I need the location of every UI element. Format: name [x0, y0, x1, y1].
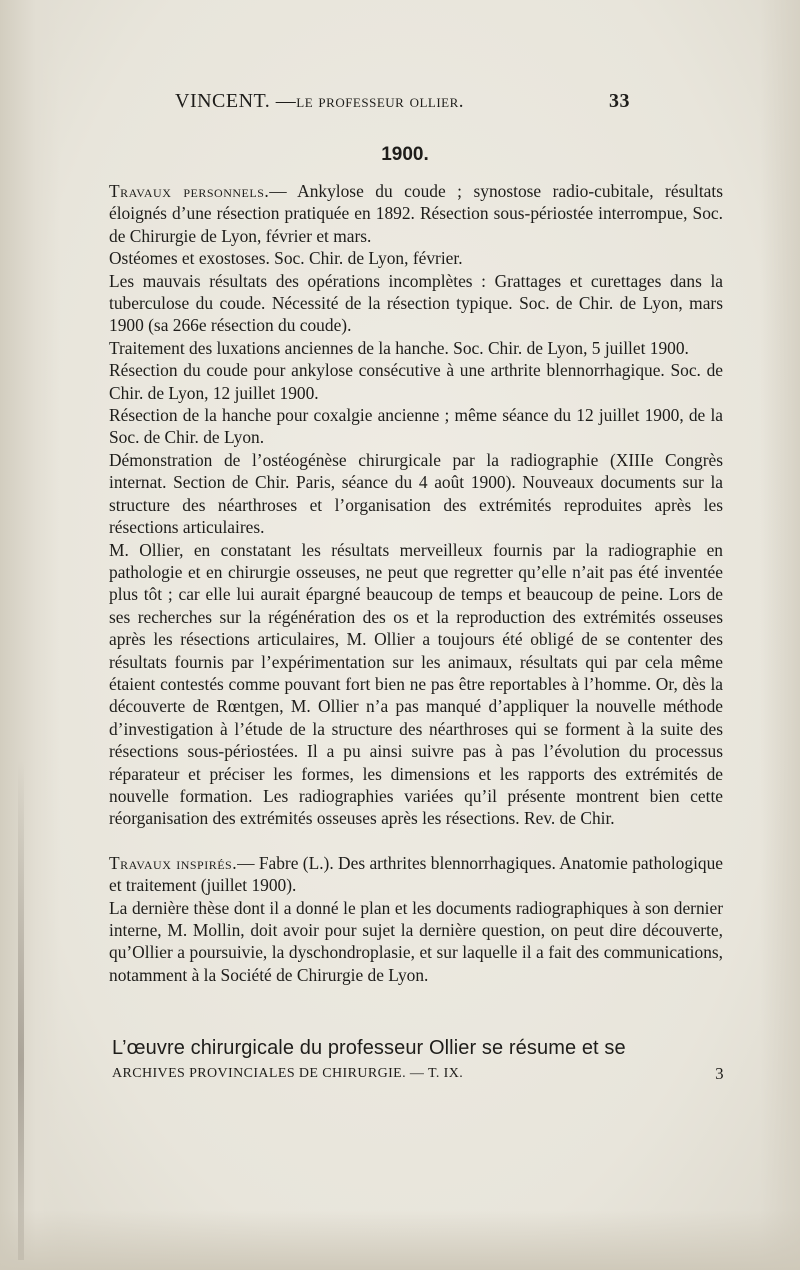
- section-year-heading: 1900.: [381, 144, 429, 165]
- footer-journal: ARCHIVES PROVINCIALES DE CHIRURGIE. — T. IX.: [112, 1066, 464, 1081]
- paragraph-text: — Fabre (L.). Des arthrites blennorrhagiques. Anatomie pathologique et traitement (juillet 1900).: [109, 852, 724, 896]
- paragraph: Ostéomes et exostoses. Soc. Chir. de Lyon, février.: [109, 248, 463, 269]
- paragraph-gap: [109, 830, 723, 852]
- paragraph: M. Ollier, en constatant les résultats merveilleux fournis par la radiographie en pathologie et en chirurgie osseuses, ne peut que regretter qu’elle n’ait pas été inventée plus tôt ; car elle lui aurait épargné beaucoup de temps et beaucoup de peine. Lors de ses recherches sur la régénération des os et la reproduction des extrémités osseuses après les résections articulaires, M. Ollier a toujours été obligé de se contenter des résultats fournis par l’expérimentation sur les animaux, résultats qui par cela même étaient contestés comme pouvant fort bien ne pas être reportables à l’homme. Or, dès la découverte de Rœntgen, M. Ollier n’a pas manqué d’appliquer la nouvelle méthode d’investigation à l’étude de la structure des néarthroses qui se forment à la suite des résections sous-périostées. Il a pu ainsi suivre pas à pas l’évolution du processus réparateur et préciser les formes, les dimensions et les rapports des extrémités de nouvelle formation. Les radiographies variées qu’il présente montrent bien cette réorganisation des extrémités osseuses après les résections. Rev. de Chir.: [109, 539, 723, 829]
- running-head-prefix: VINCENT. —: [175, 90, 297, 112]
- running-head-title: le professeur ollier.: [296, 91, 465, 112]
- page-shadow-bottom: [0, 1210, 800, 1270]
- paragraph-lead: Travaux inspirés.: [109, 852, 238, 873]
- paragraph: Traitement des luxations anciennes de la hanche. Soc. Chir. de Lyon, 5 juillet 1900.: [109, 337, 689, 358]
- paragraph: [109, 180, 723, 247]
- paragraph-lead: Travaux personnels.: [109, 181, 270, 201]
- paragraph: Démonstration de l’ostéogénèse chirurgicale par la radiographie (XIIIe Congrès internat. Section de Chir. Paris, séance du 4 août 1900). Nouveaux documents sur la structure des néarthroses et l’organisation des extrémités reproduites après les résections articulaires.: [109, 449, 723, 538]
- body-text: [109, 180, 723, 986]
- page-shadow-left: [0, 0, 60, 1270]
- page-footer: [112, 1066, 724, 1082]
- closing-line: L’œuvre chirurgicale du professeur Ollier se résume et se: [112, 1037, 626, 1059]
- paragraph: Résection de la hanche pour coxalgie ancienne ; même séance du 12 juillet 1900, de la Soc. de Chir. de Lyon.: [109, 405, 723, 448]
- paragraph: La dernière thèse dont il a donné le plan et les documents radiographiques à son dernier interne, M. Mollin, doit avoir pour sujet la dernière question, on peut dire découverte, qu’Ollier a poursuivie, la dyschondroplasie, et sur laquelle il a fait des communications, notamment à la Société de Chirurgie de Lyon.: [109, 897, 723, 985]
- page-number: 33: [609, 90, 630, 112]
- signature-mark: 3: [715, 1064, 724, 1083]
- paragraph: Les mauvais résultats des opérations incomplètes : Grattages et curettages dans la tuberculose du coude. Nécessité de la résection typique. Soc. de Chir. de Lyon, mars 1900 (sa 266e résection du coude).: [109, 270, 723, 336]
- binding-stain: [18, 760, 24, 1260]
- running-header: [175, 90, 630, 113]
- paragraph: [109, 852, 723, 897]
- paragraph-text: — Ankylose du coude ; synostose radio-cubitale, résultats éloignés d’une résection pratiquée en 1892. Résection sous-périostée interrompue, Soc. de Chirurgie de Lyon, février et mars.: [109, 181, 723, 246]
- paragraph: Résection du coude pour ankylose consécutive à une arthrite blennorrhagique. Soc. de Chir. de Lyon, 12 juillet 1900.: [109, 360, 723, 403]
- page-shadow-right: [760, 0, 800, 1270]
